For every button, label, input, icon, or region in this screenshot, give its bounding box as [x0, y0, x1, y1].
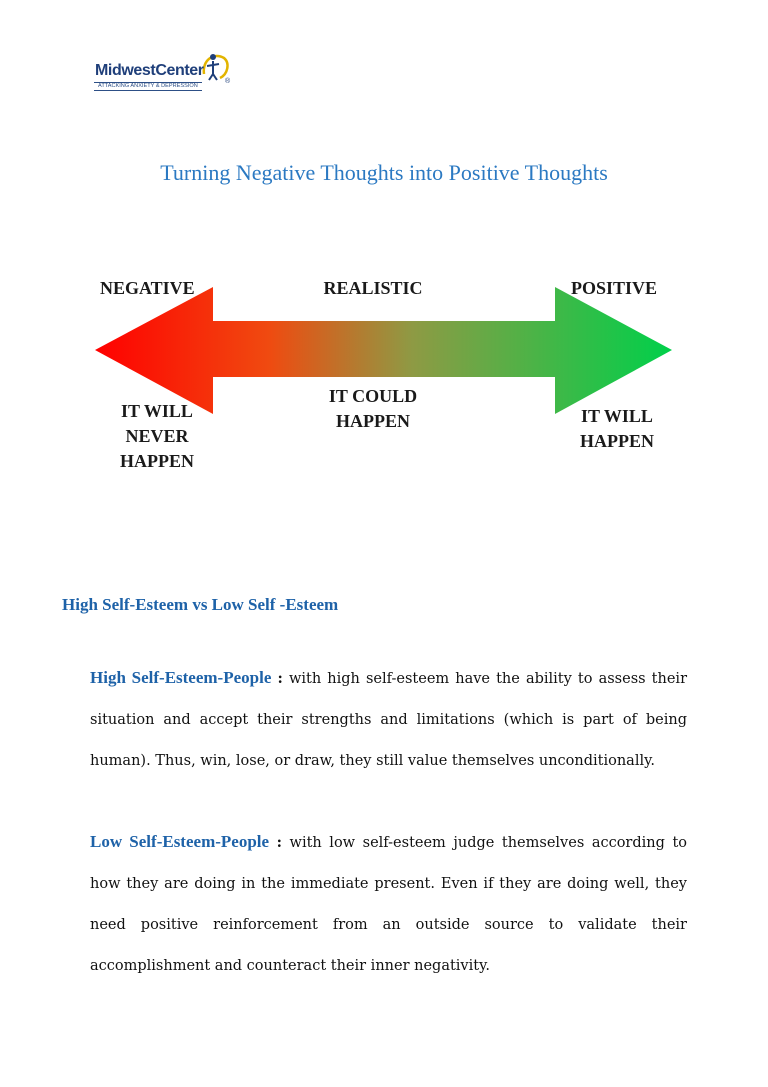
negative-caption-line: HAPPEN [120, 451, 194, 471]
thought-spectrum-diagram [0, 260, 768, 480]
negative-label: NEGATIVE [100, 278, 195, 298]
realistic-caption-line: HAPPEN [336, 411, 410, 431]
logo-wordmark: MidwestCenter [95, 62, 204, 79]
section-heading: High Self-Esteem vs Low Self -Esteem [62, 595, 339, 614]
low-self-esteem-text: with low self-esteem judge themselves according to how they are doing in the immediate present. Even if they are doing well, they need positive reinforcement from an outside source to validate their accomplishment and counteract their inner negativity. [90, 835, 688, 974]
high-self-esteem-paragraph [90, 657, 687, 782]
term-colon: : [277, 670, 283, 687]
negative-caption-line: IT WILL [121, 401, 193, 421]
positive-caption-line: HAPPEN [580, 431, 654, 451]
high-self-esteem-text: with high self-esteem have the ability to assess their situation and accept their strengths and limitations (which is part of being human). Thus, win, lose, or draw, they still value themselves unconditionally. [90, 671, 687, 769]
term-colon: : [276, 834, 282, 851]
realistic-label: REALISTIC [323, 278, 423, 298]
realistic-caption-line: IT COULD [328, 386, 418, 406]
positive-label: POSITIVE [571, 278, 658, 298]
low-self-esteem-term: Low Self-Esteem-People [90, 832, 270, 851]
low-self-esteem-paragraph [90, 821, 687, 987]
logo-registered-mark: ® [225, 78, 231, 85]
logo-tagline: ATTACKING ANXIETY & DEPRESSION [94, 82, 202, 91]
page-title: Turning Negative Thoughts into Positive Thoughts [160, 160, 608, 185]
positive-caption-line: IT WILL [581, 406, 653, 426]
midwest-center-logo [92, 50, 242, 100]
high-self-esteem-term: High Self-Esteem-People [90, 668, 272, 687]
negative-caption-line: NEVER [125, 426, 189, 446]
